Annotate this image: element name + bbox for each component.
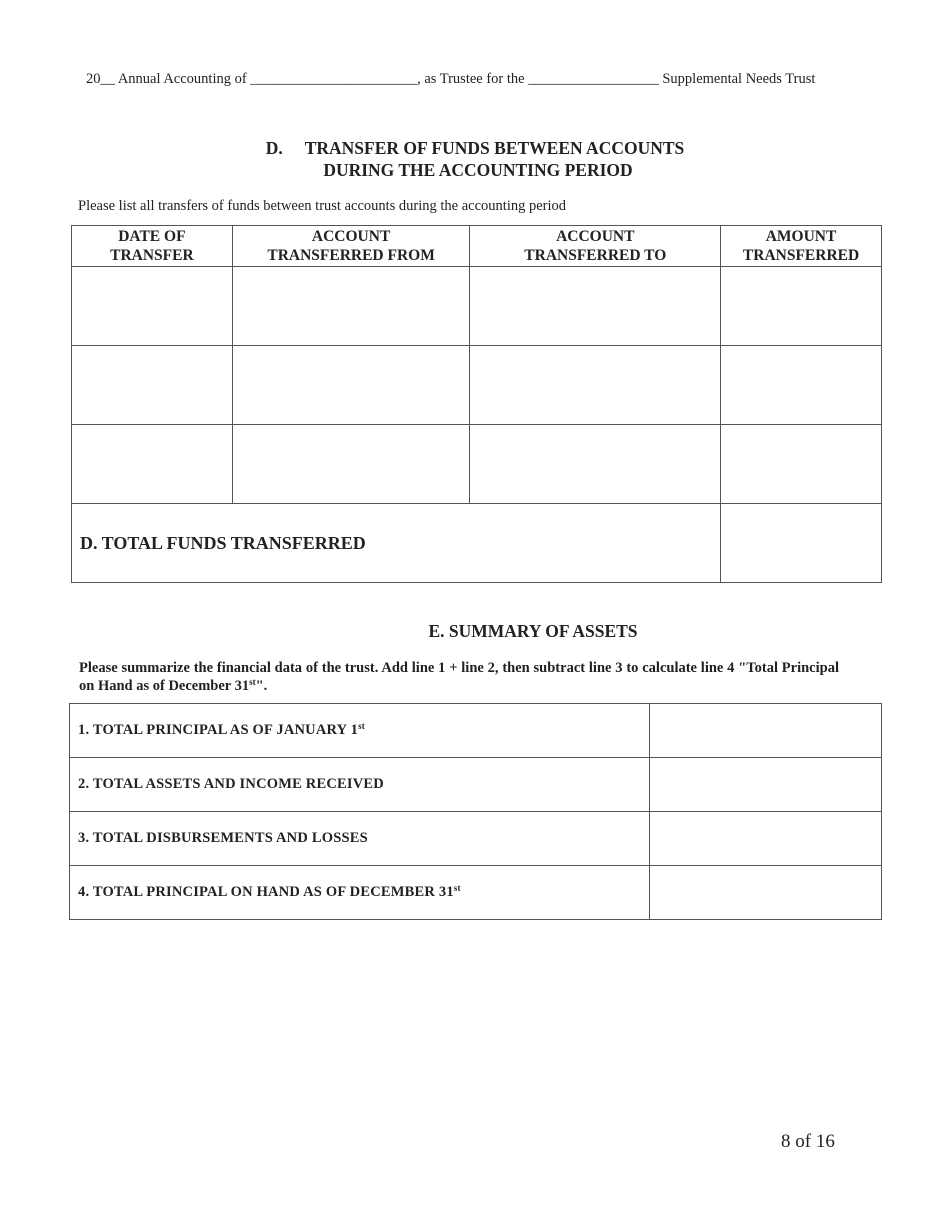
summary-label-text: 3. TOTAL DISBURSEMENTS AND LOSSES xyxy=(78,830,368,846)
section-e-title: E. SUMMARY OF ASSETS xyxy=(428,621,638,641)
from-account-cell[interactable] xyxy=(232,425,470,504)
col-header-date-line2: TRANSFER xyxy=(110,247,194,264)
date-cell[interactable] xyxy=(72,425,233,504)
col-header-amount xyxy=(721,226,882,267)
col-header-from-line1: ACCOUNT xyxy=(311,228,391,245)
summary-row xyxy=(70,758,882,812)
summary-row xyxy=(70,704,882,758)
to-account-cell[interactable] xyxy=(470,267,721,346)
summary-label-sup: st xyxy=(358,721,365,731)
col-header-amount-line2: TRANSFERRED xyxy=(742,247,860,264)
header-line: 20__ Annual Accounting of _______________________, as Trustee for the __________________ Supplemental Needs Trust xyxy=(86,71,816,87)
amount-cell[interactable] xyxy=(721,425,882,504)
section-d-title-line2: DURING THE ACCOUNTING PERIOD xyxy=(323,160,633,180)
section-e-instructions-sup: st xyxy=(249,677,256,687)
summary-label-principal-jan xyxy=(70,704,650,758)
to-account-cell[interactable] xyxy=(470,425,721,504)
section-d-instructions: Please list all transfers of funds between trust accounts during the accounting period xyxy=(78,198,567,214)
summary-value-cell[interactable] xyxy=(650,704,882,758)
total-row xyxy=(72,504,882,583)
transfer-table-header xyxy=(72,226,882,267)
summary-label-assets-income xyxy=(70,758,650,812)
summary-table xyxy=(69,703,882,920)
col-header-amount-line1: AMOUNT xyxy=(765,228,837,245)
col-header-from xyxy=(232,226,470,267)
summary-value-cell[interactable] xyxy=(650,866,882,920)
col-header-to-line1: ACCOUNT xyxy=(556,228,635,245)
section-e-instructions-text: Please summarize the financial data of the trust. Add line 1 + line 2, then subtract line 3 to calculate line 4 "Total Principal on Hand as of December 31 xyxy=(79,660,839,694)
summary-value-cell[interactable] xyxy=(650,812,882,866)
total-funds-label: D. TOTAL FUNDS TRANSFERRED xyxy=(72,504,721,583)
col-header-to xyxy=(470,226,721,267)
summary-row xyxy=(70,866,882,920)
amount-cell[interactable] xyxy=(721,267,882,346)
transfer-table xyxy=(71,225,882,583)
col-header-from-line2: TRANSFERRED FROM xyxy=(267,247,435,264)
section-d-title-line1 xyxy=(0,137,950,159)
summary-label-principal-dec xyxy=(70,866,650,920)
col-header-date xyxy=(72,226,233,267)
section-e-instructions-end: ". xyxy=(255,678,268,694)
section-e-instructions xyxy=(79,659,839,695)
table-row xyxy=(72,346,882,425)
amount-cell[interactable] xyxy=(721,346,882,425)
summary-value-cell[interactable] xyxy=(650,758,882,812)
summary-label-sup: st xyxy=(453,883,461,893)
table-row xyxy=(72,425,882,504)
total-funds-value-cell[interactable] xyxy=(721,504,882,583)
section-d-letter: D. xyxy=(265,138,283,158)
col-header-to-line2: TRANSFERRED TO xyxy=(524,247,667,264)
summary-label-text: 1. TOTAL PRINCIPAL AS OF JANUARY 1 xyxy=(78,722,359,738)
col-header-date-line1: DATE OF xyxy=(118,228,186,245)
summary-label-text: 2. TOTAL ASSETS AND INCOME RECEIVED xyxy=(78,776,384,792)
date-cell[interactable] xyxy=(72,267,233,346)
summary-label-disbursements xyxy=(70,812,650,866)
section-d-title-text: TRANSFER OF FUNDS BETWEEN ACCOUNTS xyxy=(304,138,685,158)
to-account-cell[interactable] xyxy=(470,346,721,425)
summary-label-text: 4. TOTAL PRINCIPAL ON HAND AS OF DECEMBER 31 xyxy=(78,884,454,900)
summary-row xyxy=(70,812,882,866)
page-number: 8 of 16 xyxy=(781,1131,835,1152)
table-row xyxy=(72,267,882,346)
from-account-cell[interactable] xyxy=(232,346,470,425)
date-cell[interactable] xyxy=(72,346,233,425)
from-account-cell[interactable] xyxy=(232,267,470,346)
